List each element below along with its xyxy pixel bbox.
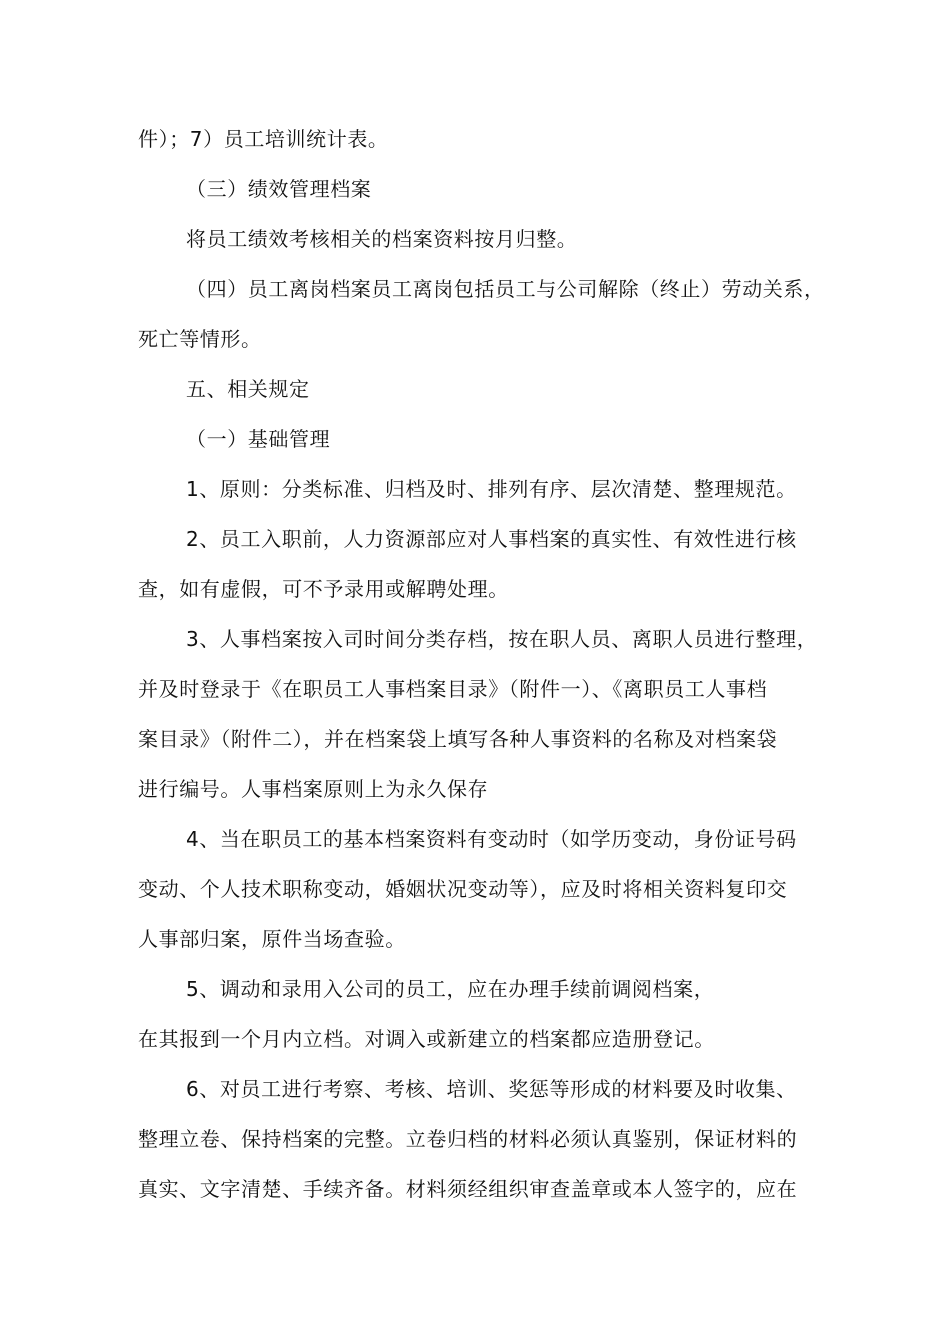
text-line: 整理立卷、保持档案的完整。立卷归档的材料必须认真鉴别，保证材料的 — [138, 1127, 798, 1151]
text-line: 6、对员工进行考察、考核、培训、奖惩等形成的材料要及时收集、 — [186, 1077, 797, 1101]
text-line: 件）；7）员工培训统计表。 — [138, 127, 389, 151]
text-line: 真实、文字清楚、手续齐备。材料须经组织审查盖章或本人签字的，应在 — [138, 1177, 798, 1201]
section-heading: （四）员工离岗档案员工离岗包括员工与公司解除（终止）劳动关系， — [186, 277, 825, 301]
section-heading: （三）绩效管理档案 — [186, 177, 372, 201]
text-line: 将员工绩效考核相关的档案资料按月归整。 — [186, 227, 578, 251]
text-line: 案目录》（附件二），并在档案袋上填写各种人事资料的名称及对档案袋 — [138, 727, 778, 751]
text-line: 3、人事档案按入司时间分类存档，按在职人员、离职人员进行整理， — [186, 627, 818, 651]
text-line: 2、员工入职前，人力资源部应对人事档案的真实性、有效性进行核 — [186, 527, 797, 551]
section-heading: 五、相关规定 — [186, 377, 310, 401]
text-line: 并及时登录于《在职员工人事档案目录》（附件一）、《离职员工人事档 — [138, 677, 768, 701]
text-line: 在其报到一个月内立档。对调入或新建立的档案都应造册登记。 — [138, 1027, 715, 1051]
section-heading: （一）基础管理 — [186, 427, 331, 451]
text-line: 1、原则：分类标准、归档及时、排列有序、层次清楚、整理规范。 — [186, 477, 797, 501]
text-line: 变动、个人技术职称变动，婚姻状况变动等），应及时将相关资料复印交 — [138, 877, 788, 901]
text-line: 5、调动和录用入公司的员工，应在办理手续前调阅档案， — [186, 977, 715, 1001]
text-line: 查，如有虚假，可不予录用或解聘处理。 — [138, 577, 509, 601]
text-line: 人事部归案，原件当场查验。 — [138, 927, 406, 951]
text-line: 进行编号。人事档案原则上为永久保存 — [138, 777, 489, 801]
text-line: 4、当在职员工的基本档案资料有变动时（如学历变动，身份证号码 — [186, 827, 797, 851]
text-line: 死亡等情形。 — [138, 327, 262, 351]
